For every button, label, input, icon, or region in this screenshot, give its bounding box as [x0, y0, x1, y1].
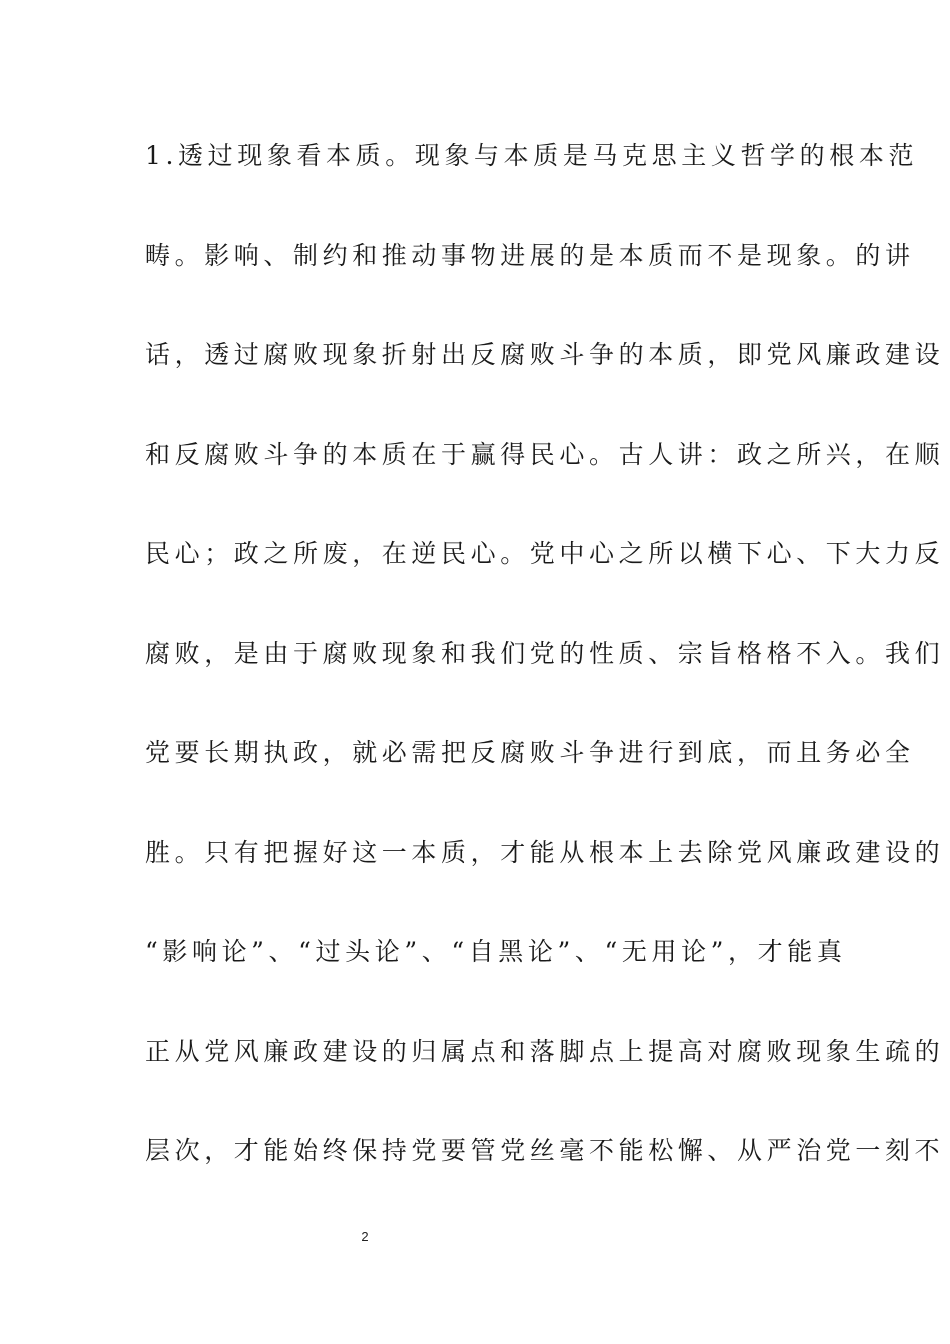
text-line-9: “影响论”、“过头论”、“自黑论”、“无用论”，才能真 [145, 937, 847, 966]
text-line-4: 和反腐败斗争的本质在于赢得民心。古人讲：政之所兴，在顺 [145, 439, 945, 469]
text-line-8: 胜。只有把握好这一本质，才能从根本上去除党风廉政建设的 [145, 837, 945, 867]
text-line-3: 话，透过腐败现象折射出反腐败斗争的本质，即党风廉政建设 [145, 340, 945, 369]
body-paragraph [145, 128, 945, 1223]
text-line-7: 党要长期执政，就必需把反腐败斗争进行到底，而且务必全 [145, 738, 915, 767]
text-line-5: 民心；政之所废，在逆民心。党中心之所以横下心、下大力反 [145, 539, 945, 568]
text-line-1: 1.透过现象看本质。现象与本质是马克思主义哲学的根本范 [145, 141, 919, 170]
text-line-11: 层次，才能始终保持党要管党丝毫不能松懈、从严治党一刻不 [145, 1136, 945, 1165]
text-line-10: 正从党风廉政建设的归属点和落脚点上提高对腐败现象生疏的 [145, 1036, 945, 1066]
page-number: 2 [361, 1229, 369, 1244]
text-line-6: 腐败，是由于腐败现象和我们党的性质、宗旨格格不入。我们 [145, 638, 945, 668]
text-line-2: 畴。影响、制约和推动事物进展的是本质而不是现象。的讲 [145, 240, 915, 270]
